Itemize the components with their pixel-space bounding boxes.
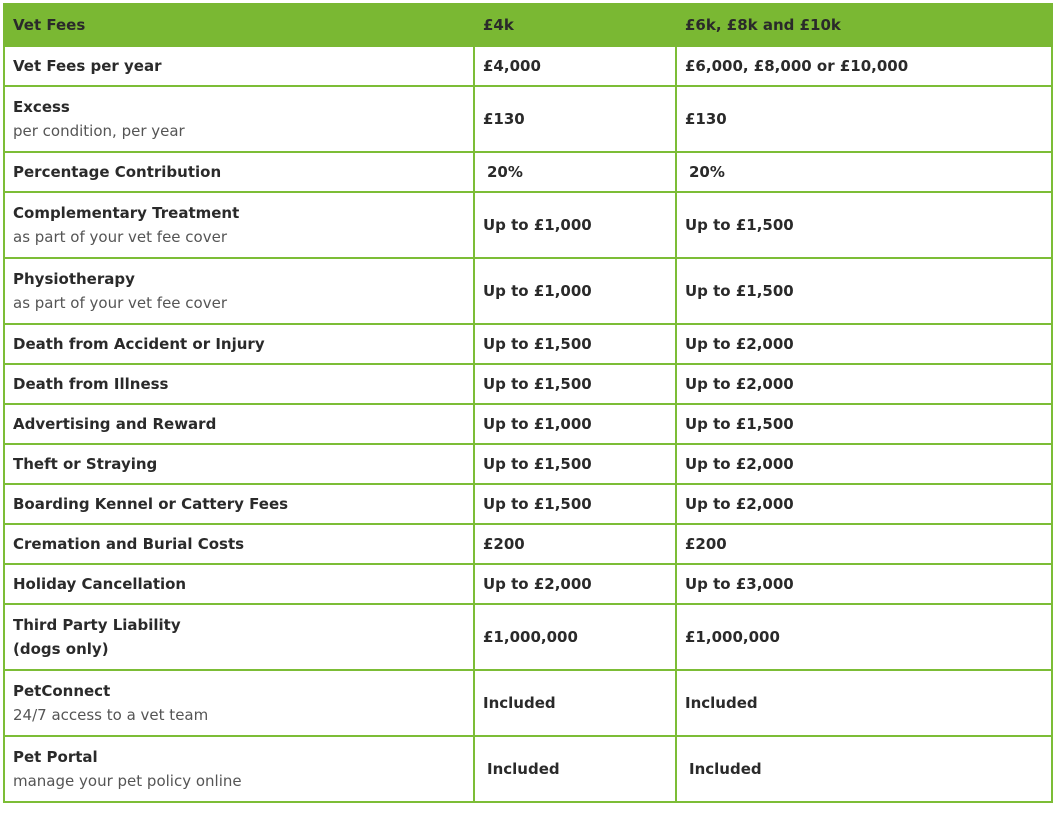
- table-row: [4, 670, 1052, 736]
- row-label: Physiotherapy: [13, 270, 135, 288]
- row-label: PetConnect: [13, 682, 111, 700]
- plan-6k-8k-10k-value: £6,000, £8,000 or £10,000: [676, 46, 1052, 86]
- plan-6k-8k-10k-value: £1,000,000: [676, 604, 1052, 670]
- plan-4k-value: £200: [474, 524, 676, 564]
- vet-fees-comparison-table: [3, 3, 1053, 803]
- table-row: [4, 46, 1052, 86]
- plan-4k-value: £4,000: [474, 46, 676, 86]
- plan-6k-8k-10k-value: Up to £1,500: [676, 192, 1052, 258]
- plan-4k-value: 20%: [474, 152, 676, 192]
- row-label-cell: [4, 152, 474, 192]
- row-label: Excess: [13, 98, 70, 116]
- plan-4k-value: £1,000,000: [474, 604, 676, 670]
- table-row: [4, 192, 1052, 258]
- plan-4k-value: Up to £1,500: [474, 364, 676, 404]
- row-label-cell: [4, 444, 474, 484]
- row-label-cell: [4, 736, 474, 802]
- plan-6k-8k-10k-value: Up to £3,000: [676, 564, 1052, 604]
- plan-4k-value: Up to £1,500: [474, 484, 676, 524]
- row-label-cell: [4, 258, 474, 324]
- row-label: Pet Portal: [13, 748, 98, 766]
- row-sublabel: per condition, per year: [13, 122, 185, 140]
- row-label: Cremation and Burial Costs: [13, 535, 245, 553]
- table-row: [4, 258, 1052, 324]
- plan-6k-8k-10k-value: Up to £2,000: [676, 484, 1052, 524]
- plan-6k-8k-10k-value: Up to £2,000: [676, 324, 1052, 364]
- row-label-cell: [4, 484, 474, 524]
- row-label: Death from Accident or Injury: [13, 335, 265, 353]
- row-label-cell: [4, 564, 474, 604]
- table-row: [4, 364, 1052, 404]
- row-label-cell: [4, 364, 474, 404]
- comparison-table-container: [3, 3, 1051, 803]
- plan-6k-8k-10k-value: Up to £2,000: [676, 444, 1052, 484]
- table-row: [4, 564, 1052, 604]
- header-vet-fees: Vet Fees: [4, 4, 474, 46]
- plan-4k-value: Included: [474, 736, 676, 802]
- row-sublabel: manage your pet policy online: [13, 772, 242, 790]
- row-sublabel: as part of your vet fee cover: [13, 228, 227, 246]
- header-row: [4, 4, 1052, 46]
- row-label: Advertising and Reward: [13, 415, 217, 433]
- row-label: Third Party Liability: [13, 616, 181, 634]
- row-label-cell: [4, 524, 474, 564]
- plan-6k-8k-10k-value: Included: [676, 670, 1052, 736]
- table-row: [4, 736, 1052, 802]
- plan-4k-value: Up to £2,000: [474, 564, 676, 604]
- row-sublabel: as part of your vet fee cover: [13, 294, 227, 312]
- plan-4k-value: Up to £1,000: [474, 404, 676, 444]
- table-row: [4, 404, 1052, 444]
- header-plan-6k-8k-10k: £6k, £8k and £10k: [676, 4, 1052, 46]
- plan-4k-value: Up to £1,500: [474, 444, 676, 484]
- table-row: [4, 604, 1052, 670]
- plan-6k-8k-10k-value: Included: [676, 736, 1052, 802]
- table-row: [4, 86, 1052, 152]
- plan-4k-value: Up to £1,000: [474, 192, 676, 258]
- row-label-cell: [4, 604, 474, 670]
- plan-4k-value: Up to £1,000: [474, 258, 676, 324]
- plan-4k-value: Up to £1,500: [474, 324, 676, 364]
- row-label-cell: [4, 670, 474, 736]
- table-row: [4, 484, 1052, 524]
- row-label: Theft or Straying: [13, 455, 158, 473]
- row-sublabel: 24/7 access to a vet team: [13, 706, 209, 724]
- row-label: Percentage Contribution: [13, 163, 222, 181]
- table-row: [4, 324, 1052, 364]
- row-label-cell: [4, 404, 474, 444]
- row-label: Complementary Treatment: [13, 204, 240, 222]
- plan-6k-8k-10k-value: 20%: [676, 152, 1052, 192]
- plan-6k-8k-10k-value: Up to £2,000: [676, 364, 1052, 404]
- header-plan-4k: £4k: [474, 4, 676, 46]
- row-label: Vet Fees per year: [13, 57, 162, 75]
- row-label: Death from Illness: [13, 375, 169, 393]
- row-sublabel: (dogs only): [13, 640, 109, 658]
- row-label: Boarding Kennel or Cattery Fees: [13, 495, 289, 513]
- row-label-cell: [4, 46, 474, 86]
- table-row: [4, 524, 1052, 564]
- plan-6k-8k-10k-value: Up to £1,500: [676, 258, 1052, 324]
- plan-6k-8k-10k-value: Up to £1,500: [676, 404, 1052, 444]
- plan-6k-8k-10k-value: £200: [676, 524, 1052, 564]
- table-header: [4, 4, 1052, 46]
- table-body: [4, 46, 1052, 802]
- plan-4k-value: Included: [474, 670, 676, 736]
- row-label-cell: [4, 192, 474, 258]
- plan-6k-8k-10k-value: £130: [676, 86, 1052, 152]
- row-label-cell: [4, 324, 474, 364]
- table-row: [4, 152, 1052, 192]
- row-label-cell: [4, 86, 474, 152]
- plan-4k-value: £130: [474, 86, 676, 152]
- table-row: [4, 444, 1052, 484]
- row-label: Holiday Cancellation: [13, 575, 187, 593]
